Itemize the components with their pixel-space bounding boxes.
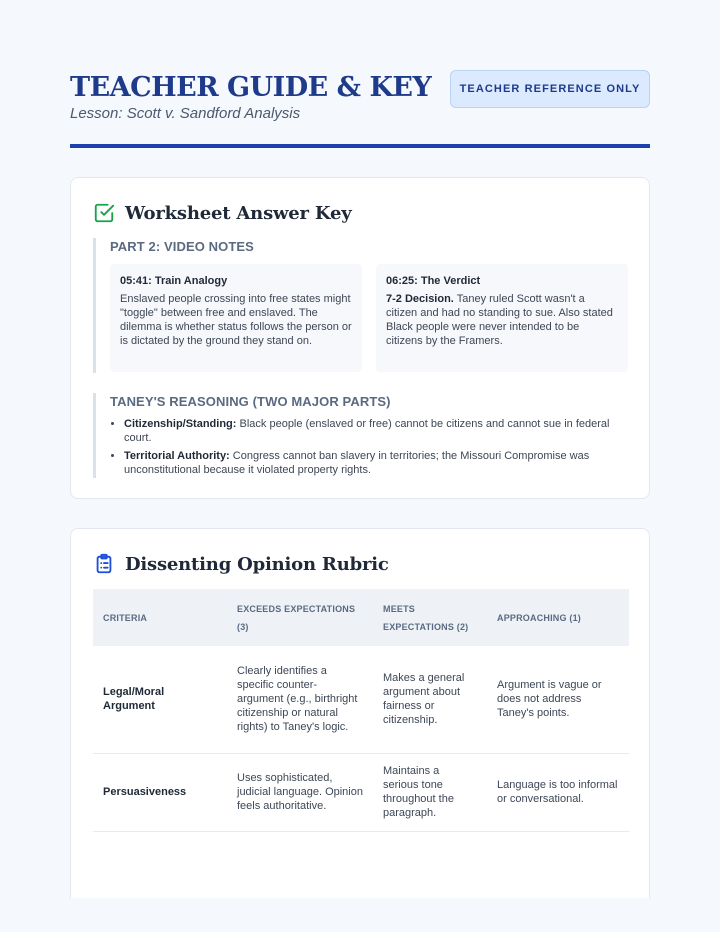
- note-body: [120, 292, 352, 348]
- reasoning-term: Citizenship/Standing:: [124, 418, 237, 430]
- criteria-cell: Persuasiveness: [93, 753, 227, 831]
- reasoning-term: Territorial Authority:: [124, 450, 230, 462]
- video-notes-section: [93, 238, 629, 373]
- teacher-reference-badge: TEACHER REFERENCE ONLY: [450, 70, 650, 108]
- column-header: MEETS EXPECTATIONS (2): [373, 589, 487, 646]
- answer-key-title: Worksheet Answer Key: [125, 202, 352, 224]
- lesson-subtitle: Lesson: Scott v. Sandford Analysis: [70, 105, 301, 122]
- reasoning-list: [110, 417, 629, 477]
- clipboard-icon: [93, 553, 115, 575]
- list-item: [124, 449, 629, 477]
- exceeds-cell: Uses sophisticated, judicial language. Opinion feels authoritative.: [227, 753, 373, 831]
- rubric-title: Dissenting Opinion Rubric: [125, 553, 389, 575]
- video-notes-label: PART 2: VIDEO NOTES: [110, 239, 254, 254]
- reasoning-text: Congress cannot ban slavery in territories; the Missouri Compromise was unconstitutional because it violated property rights.: [124, 450, 590, 476]
- note-card: [376, 264, 628, 372]
- list-item: [124, 417, 629, 445]
- page-title: TEACHER GUIDE & KEY: [70, 72, 432, 103]
- rubric-heading: [93, 551, 389, 577]
- rubric-card: [70, 528, 650, 898]
- note-card: [110, 264, 362, 372]
- page-header: [70, 70, 650, 150]
- video-notes-grid: [110, 264, 629, 372]
- approaching-cell: Argument is vague or does not address Taney's points.: [487, 646, 629, 753]
- checkbox-icon: [93, 202, 115, 224]
- note-lead: 7-2 Decision.: [386, 293, 454, 305]
- reasoning-text: Black people (enslaved or free) cannot be citizens and cannot sue in federal court.: [124, 418, 610, 444]
- approaching-cell: Language is too informal or conversational.: [487, 753, 629, 831]
- answer-key-heading: [93, 200, 351, 226]
- reasoning-section: [93, 393, 629, 478]
- note-title: 05:41: Train Analogy: [120, 275, 228, 287]
- column-header: EXCEEDS EXPECTATIONS (3): [227, 589, 373, 646]
- note-title: 06:25: The Verdict: [386, 275, 481, 287]
- reasoning-label: TANEY'S REASONING (TWO MAJOR PARTS): [110, 394, 391, 409]
- table-header-row: [93, 589, 629, 646]
- header-divider: [70, 144, 650, 148]
- column-header: CRITERIA: [93, 589, 227, 646]
- exceeds-cell: Clearly identifies a specific counter-argument (e.g., birthright citizenship or natural rights) to Taney's logic.: [227, 646, 373, 753]
- meets-cell: Makes a general argument about fairness or citizenship.: [373, 646, 487, 753]
- table-row: [93, 646, 629, 753]
- meets-cell: Maintains a serious tone throughout the paragraph.: [373, 753, 487, 831]
- rubric-table: [93, 589, 629, 832]
- note-text: Taney ruled Scott wasn't a citizen and had no standing to sue. Also stated Black people were never intended to be citizens by the Framers.: [386, 293, 613, 347]
- column-header: APPROACHING (1): [487, 589, 629, 646]
- criteria-cell: Legal/Moral Argument: [93, 646, 227, 753]
- table-row: [93, 753, 629, 831]
- note-body: [386, 292, 618, 348]
- answer-key-card: [70, 177, 650, 499]
- note-text: Enslaved people crossing into free states might "toggle" between free and enslaved. The dilemma is whether status follows the person or is dictated by the ground they stand on.: [120, 293, 352, 347]
